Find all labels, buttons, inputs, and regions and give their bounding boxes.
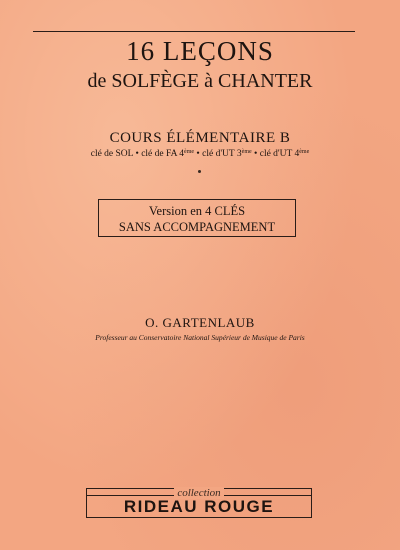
clef-list	[0, 149, 400, 159]
course-name: COURS ÉLÉMENTAIRE B	[109, 130, 291, 146]
collection-label-text: collection	[174, 487, 223, 499]
author-name: O. GARTENLAUB	[145, 315, 255, 330]
clef-ut4-sup: ème	[299, 149, 310, 155]
clef-ut4-text: clé d'UT 4	[259, 149, 300, 159]
clef-ut4	[260, 149, 310, 159]
version-line-2: SANS ACCOMPAGNEMENT	[118, 220, 276, 234]
title-line-2: de SOLFÈGE à CHANTER	[87, 70, 313, 92]
clef-separator: •	[135, 149, 139, 159]
clef-fa4-sup: ème	[184, 149, 195, 155]
clef-ut3-sup: ème	[241, 149, 252, 155]
version-line-1: Version en 4 CLÉS	[148, 204, 246, 218]
collection-name: RIDEAU ROUGE	[123, 497, 275, 516]
top-rule	[33, 31, 355, 32]
title-line-1: 16 LEÇONS	[126, 36, 274, 66]
clef-fa4-text: clé de FA 4	[141, 149, 185, 159]
version-box	[98, 199, 296, 237]
clef-ut3	[202, 149, 252, 159]
collection-box	[86, 488, 312, 518]
clef-sol: clé de SOL	[90, 149, 134, 159]
clef-fa4	[141, 149, 194, 159]
clef-separator: •	[254, 149, 258, 159]
decorative-dot	[198, 170, 201, 173]
clef-separator: •	[196, 149, 200, 159]
clef-ut3-text: clé d'UT 3	[202, 149, 242, 159]
author-title: Professeur au Conservatoire National Supérieur de Musique de Paris	[95, 333, 305, 342]
